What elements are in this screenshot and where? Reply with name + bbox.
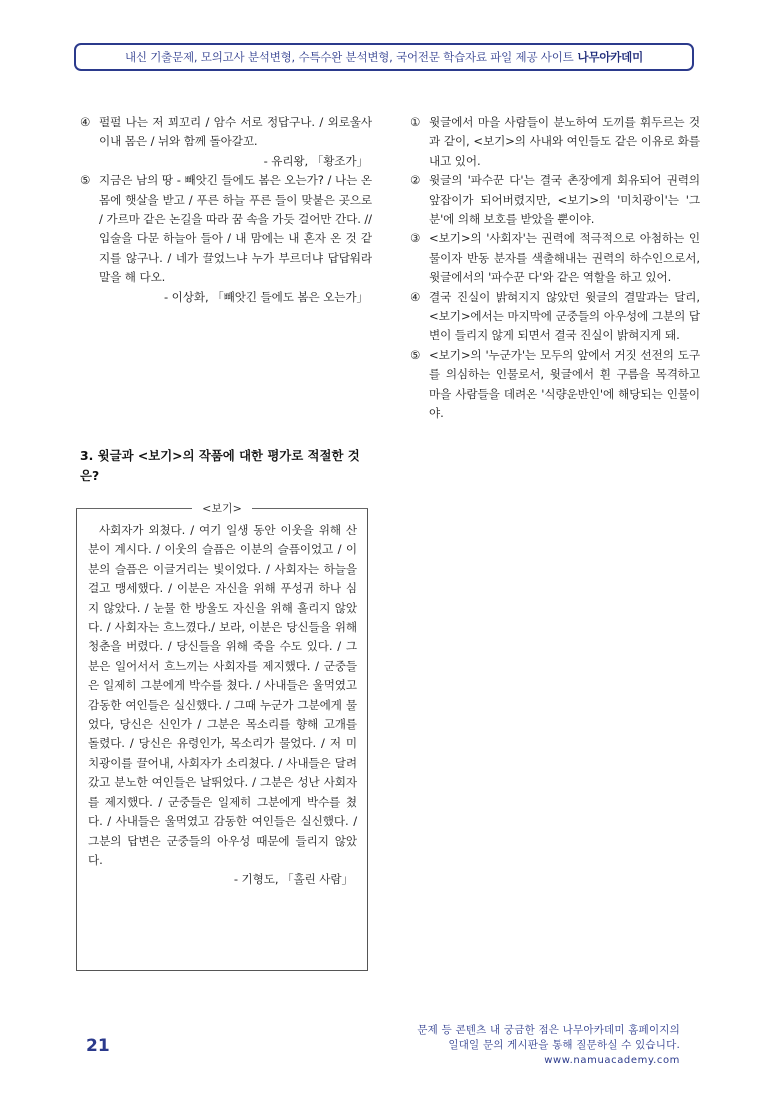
answer-choice-5[interactable] bbox=[410, 346, 700, 424]
answer-choice-1[interactable] bbox=[410, 113, 700, 171]
choice-text: 결국 진실이 밝혀지지 않았던 윗글의 결말과는 달리, <보기>에서는 마지막에 군중들의 아우성에 그분의 답변이 들리지 않게 되면서 결국 진실이 밝혀지게 돼. bbox=[429, 289, 700, 343]
choice-4-poem bbox=[80, 113, 372, 152]
poem-source: - 이상화, 「빼앗긴 들에도 봄은 오는가」 bbox=[164, 289, 368, 304]
choice-number: ③ bbox=[410, 231, 421, 246]
bogi-source: - 기형도, 「홀린 사람」 bbox=[233, 872, 353, 887]
banner-text: 내신 기출문제, 모의고사 분석변형, 수특수완 분석변형, 국어전문 학습자료 파일 제공 사이트 bbox=[124, 50, 574, 64]
site-banner bbox=[74, 43, 694, 71]
choice-number: ① bbox=[410, 115, 421, 129]
choice-number: ⑤ bbox=[80, 173, 91, 188]
choice-text: <보기>의 '누군가'는 모두의 앞에서 거짓 선전의 도구를 의심하는 인물로서, 윗글에서 흰 구름을 목격하고 마을 사람들을 데려온 '식량운반인'에 해당되는 인물이야. bbox=[429, 347, 700, 421]
footer-line: 문제 등 콘텐츠 내 궁금한 점은 나무아카데미 홈페이지의 bbox=[417, 1024, 680, 1036]
bogi-box bbox=[76, 509, 368, 971]
choice-5-poem bbox=[80, 171, 372, 287]
choice-number: ② bbox=[410, 173, 421, 188]
footer-notice bbox=[417, 1023, 680, 1068]
answer-choice-3[interactable] bbox=[410, 229, 700, 287]
poem-source: - 유리왕, 「황조가」 bbox=[263, 153, 368, 168]
right-column bbox=[410, 113, 700, 424]
choice-text: 윗글의 '파수꾼 다'는 결국 촌장에게 회유되어 권력의 앞잡이가 되어버렸지만, <보기>의 '미치광이'는 '그분'에 의해 보호를 받았을 뿐이야. bbox=[429, 173, 700, 227]
question-3: 3. 윗글과 <보기>의 작품에 대한 평가로 적절한 것은? bbox=[80, 448, 360, 483]
choice-number: ④ bbox=[410, 289, 421, 304]
choice-text: 지금은 남의 땅 - 빼앗긴 들에도 봄은 오는가? / 나는 온 몸에 햇살을 받고 / 푸른 하늘 푸른 들이 맞붙은 곳으로 / 가르마 같은 논길을 따라 꿈 속을 가듯 걸어만 간다. // 입술을 다문 하늘아 들아 / 내 맘에는 내 혼자 온 것 같지를 않구나. / 네가 끌었느냐 누가 부르더냐 답답워라 말을 해 다오. bbox=[99, 173, 372, 285]
answer-choice-2[interactable] bbox=[410, 171, 700, 229]
choice-number: ④ bbox=[80, 115, 91, 129]
left-column bbox=[80, 113, 372, 307]
footer-url[interactable]: www.namuacademy.com bbox=[544, 1055, 680, 1066]
page-number: 21 bbox=[86, 1036, 110, 1056]
choice-text: 펄펄 나는 저 꾀꼬리 / 암수 서로 정답구나. / 외로울사 이내 몸은 / 뉘와 함께 돌아갈꼬. bbox=[99, 115, 372, 149]
choice-number: ⑤ bbox=[410, 347, 421, 362]
footer-line: 일대일 문의 게시판을 통해 질문하실 수 있습니다. bbox=[448, 1039, 680, 1051]
choice-text: <보기>의 '사회자'는 권력에 적극적으로 아첨하는 인물이자 반동 분자를 색출해내는 권력의 하수인으로서, 윗글에서의 '파수꾼 다'와 같은 역할을 하고 있어. bbox=[429, 231, 700, 285]
choice-text: 윗글에서 마을 사람들이 분노하여 도끼를 휘두르는 것과 같이, <보기>의 사내와 여인들도 같은 이유로 화를 내고 있어. bbox=[429, 115, 700, 168]
bogi-text: 사회자가 외쳤다. / 여기 일생 동안 이웃을 위해 산 분이 계시다. / 이웃의 슬픔은 이분의 슬픔이었고 / 이분의 슬픔은 이글거리는 빛이었다. / 사회자는 하늘을 걸고 맹세했다. / 이분은 자신을 위해 푸성귀 하나 심지 않았다. / 눈물 한 방울도 자신을 위해 흘리지 않았다. / 사회자는 흐느꼈다./ 보라, 이분은 당신들을 위해 청춘을 버렸다. / 당신들을 위해 죽을 수도 있다. / 그분은 일어서서 흐느끼는 사회자를 제지했다. / 군중들은 일제히 그분에게 박수를 쳤다. / 사내들은 울먹였고 감동한 여인들은 실신했다. / 그때 누군가 그분에게 물었다, 당신은 신인가 / 그분은 목소리를 향해 고개를 돌렸다. / 당신은 유령인가, 목소리가 물었다. / 저 미치광이를 끌어내, 사회자가 소리쳤다. / 사내들은 달려갔고 분노한 여인들은 날뛰었다. / 그분은 성난 사회자를 제지했다. / 군중들은 일제히 그분에게 박수를 쳤다. / 사내들은 울먹였고 감동한 여인들은 실신했다. / 그분의 답변은 군중들의 아우성 때문에 들리지 않았다. bbox=[88, 523, 357, 867]
answer-choice-4[interactable] bbox=[410, 288, 700, 346]
banner-brand: 나무아카데미 bbox=[577, 50, 644, 64]
bogi-title: <보기> bbox=[202, 502, 242, 515]
